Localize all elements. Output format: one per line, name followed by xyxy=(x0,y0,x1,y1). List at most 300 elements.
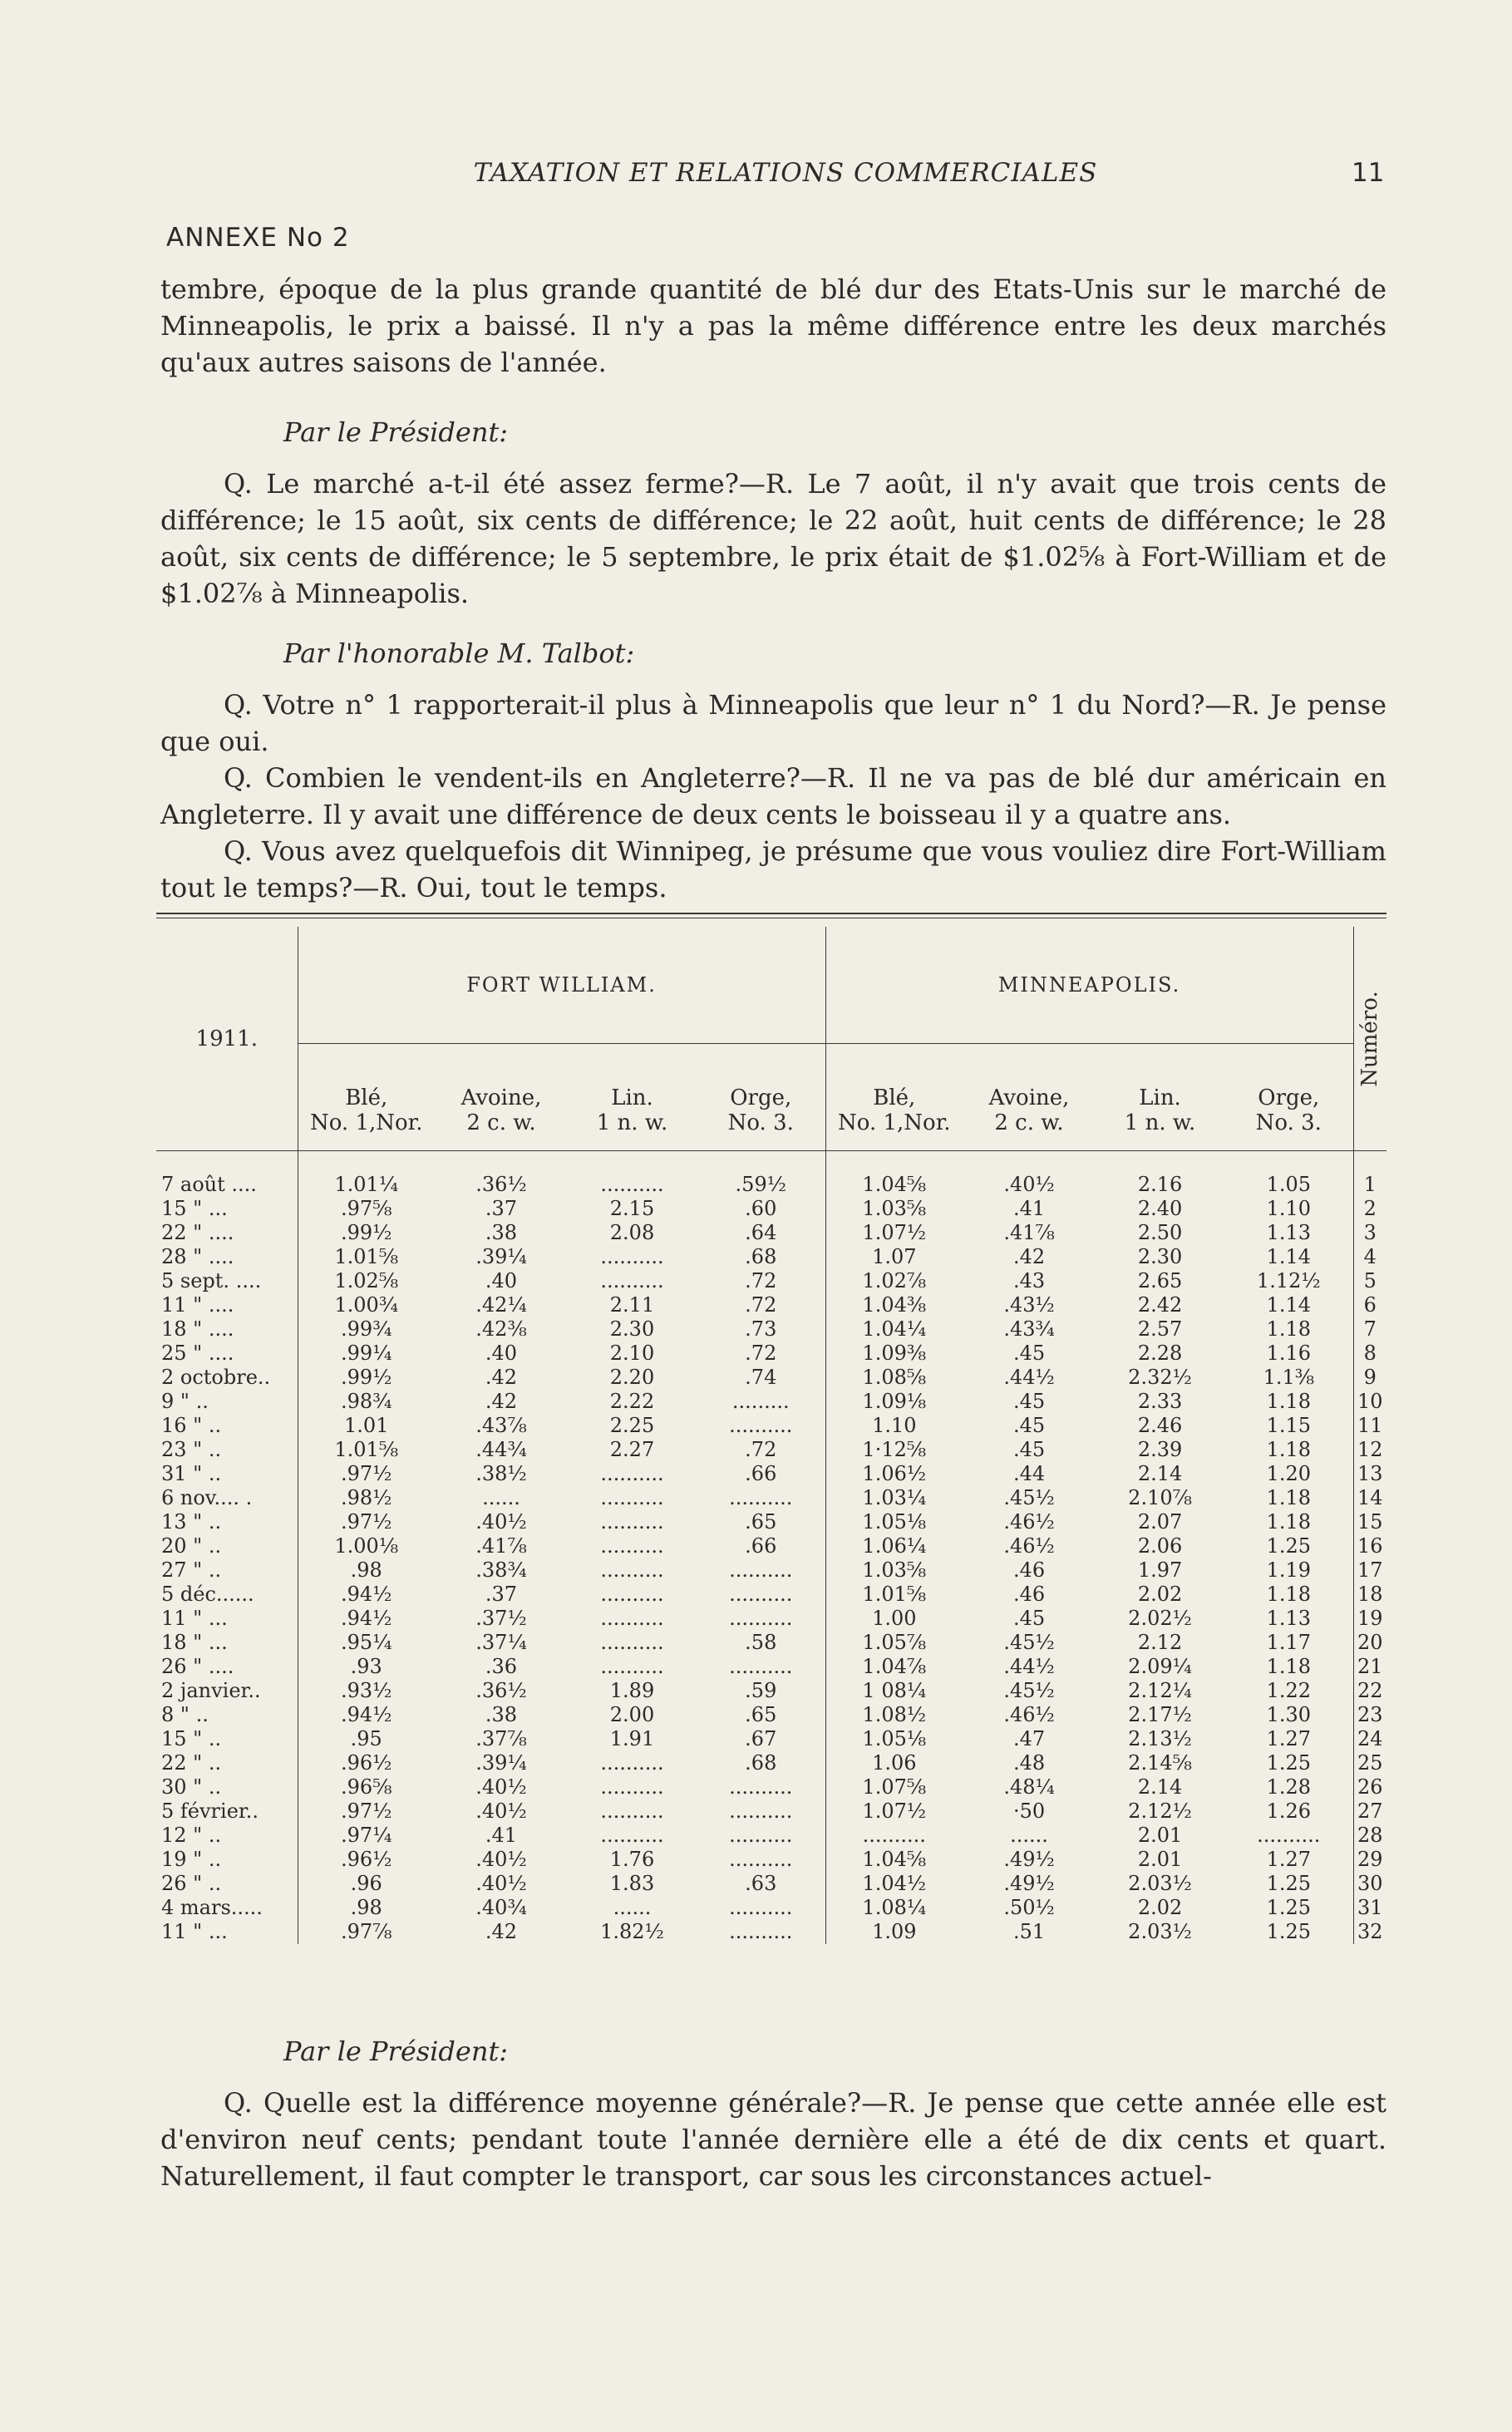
minneapolis-orge-value: 1.16 xyxy=(1266,1342,1311,1365)
minneapolis-ble-value: 1.10 xyxy=(825,1414,963,1438)
minneapolis-orge-value: 1.1⅜ xyxy=(1263,1366,1314,1389)
minneapolis-orge-value: 1.27 xyxy=(1266,1848,1311,1871)
fort-william-lin-value: 1.91 xyxy=(609,1727,655,1750)
minneapolis-avoine-value: .49½ xyxy=(1003,1848,1055,1871)
col-orge-minneapolis: Orge, No. 3. xyxy=(1224,1044,1353,1151)
table-column-header-row xyxy=(156,1044,1386,1151)
fort-william-lin-value: .......... xyxy=(600,1775,664,1799)
minneapolis-lin-value: 2.02½ xyxy=(1128,1607,1192,1630)
minneapolis-lin-value: 2.03½ xyxy=(1128,1920,1192,1943)
fort-william-avoine-value: .39¼ xyxy=(475,1751,527,1775)
fort-william-lin-value: .......... xyxy=(600,1462,664,1485)
page-number: 11 xyxy=(1352,158,1385,188)
fort-william-avoine-value: .38 xyxy=(485,1703,518,1726)
row-number: 2 xyxy=(1353,1197,1386,1221)
minneapolis-avoine-value: .41 xyxy=(1012,1197,1046,1220)
minneapolis-lin-value: 2.01 xyxy=(1137,1824,1183,1847)
fort-william-orge-value: .68 xyxy=(745,1245,777,1268)
fort-william-orge-value: .72 xyxy=(745,1438,777,1461)
fort-william-lin-value: .......... xyxy=(600,1534,664,1558)
testimony-block-president xyxy=(160,401,1386,612)
fort-william-ble-value: .96 xyxy=(298,1872,435,1896)
fort-william-ble-value: 1.00⅛ xyxy=(298,1534,435,1558)
row-number: 13 xyxy=(1353,1462,1386,1486)
row-number: 22 xyxy=(1353,1679,1386,1703)
minneapolis-lin-value: 2.07 xyxy=(1137,1510,1183,1534)
minneapolis-ble-value: 1.06½ xyxy=(825,1462,963,1486)
fort-william-orge-value: .65 xyxy=(745,1703,777,1726)
testimony-block-closing xyxy=(160,2020,1386,2194)
minneapolis-avoine-value: .43½ xyxy=(1003,1293,1055,1317)
minneapolis-ble-value: 1.08½ xyxy=(825,1703,963,1727)
row-date: 9 " .. xyxy=(161,1390,209,1413)
minneapolis-avoine-value: .46½ xyxy=(1003,1534,1055,1558)
minneapolis-orge-value: 1.10 xyxy=(1266,1197,1311,1220)
table-row xyxy=(156,1799,1386,1824)
fort-william-lin-value: .......... xyxy=(600,1631,664,1654)
fort-william-avoine-value: .42 xyxy=(485,1390,518,1413)
fort-william-lin-value: 2.20 xyxy=(609,1366,655,1389)
fort-william-avoine-value: .42 xyxy=(485,1920,518,1943)
fort-william-ble-value: .94½ xyxy=(298,1703,435,1727)
minneapolis-avoine-value: .44 xyxy=(1012,1462,1046,1485)
fort-william-orge-value: .63 xyxy=(745,1872,777,1895)
minneapolis-ble-value: 1.09 xyxy=(825,1920,963,1944)
fort-william-header: FORT WILLIAM. xyxy=(298,927,825,1044)
fort-william-lin-value: 1.82½ xyxy=(600,1920,664,1943)
fort-william-ble-value: .99¼ xyxy=(298,1342,435,1366)
fort-william-lin-value: .......... xyxy=(600,1269,664,1292)
fort-william-lin-value: .......... xyxy=(600,1607,664,1630)
minneapolis-ble-value: 1.07 xyxy=(825,1245,963,1269)
fort-william-lin-value: ...... xyxy=(613,1896,652,1919)
minneapolis-lin-value: 2.50 xyxy=(1137,1221,1183,1244)
fort-william-avoine-value: .40 xyxy=(485,1269,518,1292)
fort-william-orge-value: .......... xyxy=(729,1896,793,1919)
numero-header xyxy=(1353,927,1386,1151)
minneapolis-avoine-value: .48¼ xyxy=(1003,1775,1055,1799)
fort-william-ble-value: .96½ xyxy=(298,1751,435,1775)
fort-william-lin-value: 2.30 xyxy=(609,1317,655,1341)
minneapolis-orge-value: 1.28 xyxy=(1266,1775,1311,1799)
minneapolis-avoine-value: ·50 xyxy=(1012,1799,1046,1823)
minneapolis-orge-value: 1.25 xyxy=(1266,1751,1311,1775)
table-row xyxy=(156,1872,1386,1896)
fort-william-lin-value: 2.27 xyxy=(609,1438,655,1461)
minneapolis-ble-value: 1.05⅞ xyxy=(825,1631,963,1655)
row-number: 5 xyxy=(1353,1269,1386,1293)
row-date: 13 " .. xyxy=(161,1510,222,1534)
table-row xyxy=(156,1655,1386,1679)
row-number: 11 xyxy=(1353,1414,1386,1438)
intro-paragraph xyxy=(160,271,1386,381)
fort-william-avoine-value: .36 xyxy=(485,1655,518,1678)
fort-william-ble-value: .94½ xyxy=(298,1607,435,1631)
fort-william-orge-value: .58 xyxy=(745,1631,777,1654)
table-row xyxy=(156,1173,1386,1197)
minneapolis-orge-value: 1.13 xyxy=(1266,1221,1311,1244)
numero-label: Numéro. xyxy=(1357,990,1383,1087)
fort-william-orge-value: .......... xyxy=(729,1655,793,1678)
minneapolis-avoine-value: .43¾ xyxy=(1003,1317,1055,1341)
fort-william-orge-value: .67 xyxy=(745,1727,777,1750)
minneapolis-ble-value: 1·12⅝ xyxy=(825,1438,963,1462)
row-date: 2 octobre.. xyxy=(161,1366,271,1389)
table-row xyxy=(156,1727,1386,1751)
minneapolis-lin-value: 2.14 xyxy=(1137,1775,1183,1799)
fort-william-avoine-value: .37 xyxy=(485,1197,518,1220)
row-number: 12 xyxy=(1353,1438,1386,1462)
fort-william-ble-value: .97⅞ xyxy=(298,1920,435,1944)
row-date: 25 " .... xyxy=(161,1342,234,1365)
table-row xyxy=(156,1390,1386,1414)
minneapolis-avoine-value: .45½ xyxy=(1003,1631,1055,1654)
fort-william-ble-value: .97¼ xyxy=(298,1824,435,1848)
minneapolis-ble-value: 1.05⅛ xyxy=(825,1510,963,1534)
table-row xyxy=(156,1848,1386,1872)
minneapolis-lin-value: 2.57 xyxy=(1137,1317,1183,1341)
testimony-paragraph: Q. Votre n° 1 rapporterait-il plus à Minneapolis que leur n° 1 du Nord?—R. Je pense que oui. xyxy=(160,689,1386,757)
row-number: 18 xyxy=(1353,1583,1386,1607)
minneapolis-lin-value: 2.33 xyxy=(1137,1390,1183,1413)
fort-william-orge-value: .72 xyxy=(745,1342,777,1365)
fort-william-lin-value: 1.89 xyxy=(609,1679,655,1702)
fort-william-ble-value: .93 xyxy=(298,1655,435,1679)
row-number: 17 xyxy=(1353,1558,1386,1583)
minneapolis-avoine-value: .45½ xyxy=(1003,1679,1055,1702)
fort-william-avoine-value: .36½ xyxy=(475,1679,527,1702)
minneapolis-orge-value: 1.13 xyxy=(1266,1607,1311,1630)
minneapolis-lin-value: 1.97 xyxy=(1137,1558,1183,1582)
fort-william-ble-value: .97½ xyxy=(298,1510,435,1534)
speaker-heading: Par le Président: xyxy=(283,2036,509,2067)
row-date: 26 " .... xyxy=(161,1655,234,1678)
fort-william-orge-value: .......... xyxy=(729,1583,793,1606)
fort-william-lin-value: 1.76 xyxy=(609,1848,655,1871)
testimony-paragraph: Q. Quelle est la différence moyenne générale?—R. Je pense que cette année elle est d'environ neuf cents; pendant toute l'année dernière elle a été de dix cents et quart. Naturellement, il faut compter le transport, car sous les circonstances actuel- xyxy=(160,2087,1386,2192)
row-number: 28 xyxy=(1353,1824,1386,1848)
minneapolis-lin-value: 2.65 xyxy=(1137,1269,1183,1292)
fort-william-lin-value: .......... xyxy=(600,1558,664,1582)
fort-william-ble-value: .98½ xyxy=(298,1486,435,1510)
running-head: TAXATION ET RELATIONS COMMERCIALES xyxy=(473,158,1098,188)
fort-william-avoine-value: .39¼ xyxy=(475,1245,527,1268)
fort-william-ble-value: .95¼ xyxy=(298,1631,435,1655)
fort-william-lin-value: 2.10 xyxy=(609,1342,655,1365)
minneapolis-avoine-value: .48 xyxy=(1012,1751,1046,1775)
minneapolis-orge-value: 1.18 xyxy=(1266,1510,1311,1534)
fort-william-ble-value: .94½ xyxy=(298,1583,435,1607)
fort-william-orge-value: .......... xyxy=(729,1799,793,1823)
fort-william-orge-value: .72 xyxy=(745,1293,777,1317)
minneapolis-ble-value: 1.04⅝ xyxy=(825,1173,963,1197)
minneapolis-avoine-value: .47 xyxy=(1012,1727,1046,1750)
fort-william-avoine-value: .40 xyxy=(485,1342,518,1365)
minneapolis-lin-value: 2.17½ xyxy=(1128,1703,1192,1726)
fort-william-lin-value: .......... xyxy=(600,1799,664,1823)
minneapolis-orge-value: 1.25 xyxy=(1266,1534,1311,1558)
row-date: 27 " .. xyxy=(161,1558,222,1582)
minneapolis-orge-value: 1.27 xyxy=(1266,1727,1311,1750)
minneapolis-ble-value: 1.03⅝ xyxy=(825,1197,963,1221)
fort-william-lin-value: 2.25 xyxy=(609,1414,655,1437)
fort-william-avoine-value: .38½ xyxy=(475,1462,527,1485)
row-number: 32 xyxy=(1353,1920,1386,1944)
minneapolis-orge-value: 1.25 xyxy=(1266,1872,1311,1895)
row-number: 6 xyxy=(1353,1293,1386,1317)
minneapolis-ble-value: 1.09⅜ xyxy=(825,1342,963,1366)
minneapolis-ble-value: 1.04⅞ xyxy=(825,1655,963,1679)
minneapolis-avoine-value: .45½ xyxy=(1003,1486,1055,1509)
fort-william-orge-value: .......... xyxy=(729,1920,793,1943)
fort-william-lin-value: 2.00 xyxy=(609,1703,655,1726)
fort-william-lin-value: 2.15 xyxy=(609,1197,655,1220)
fort-william-orge-value: .59 xyxy=(745,1679,777,1702)
fort-william-orge-value: .66 xyxy=(745,1534,777,1558)
fort-william-ble-value: 1.01¼ xyxy=(298,1173,435,1197)
testimony-paragraph: Q. Vous avez quelquefois dit Winnipeg, je présume que vous vouliez dire Fort-William tout le temps?—R. Oui, tout le temps. xyxy=(160,835,1386,903)
fort-william-orge-value: .......... xyxy=(729,1486,793,1509)
fort-william-avoine-value: .37 xyxy=(485,1583,518,1606)
minneapolis-ble-value: 1.04⅜ xyxy=(825,1293,963,1317)
minneapolis-orge-value: 1.14 xyxy=(1266,1245,1311,1268)
fort-william-ble-value: .99½ xyxy=(298,1366,435,1390)
fort-william-lin-value: .......... xyxy=(600,1824,664,1847)
minneapolis-avoine-value: .44½ xyxy=(1003,1655,1055,1678)
annex-label: ANNEXE No 2 xyxy=(166,223,350,253)
row-number: 30 xyxy=(1353,1872,1386,1896)
fort-william-orge-value: .68 xyxy=(745,1751,777,1775)
col-ble-minneapolis: Blé, No. 1,Nor. xyxy=(825,1044,963,1151)
fort-william-ble-value: 1.01 xyxy=(298,1414,435,1438)
minneapolis-ble-value: 1.03¼ xyxy=(825,1486,963,1510)
table-row xyxy=(156,1342,1386,1366)
testimony-paragraph: Q. Combien le vendent-ils en Angleterre?—R. Il ne va pas de blé dur américain en Angleterre. Il y avait une différence de deux cents le boisseau il y a quatre ans. xyxy=(160,762,1386,830)
fort-william-orge-value: .73 xyxy=(745,1317,777,1341)
table-row xyxy=(156,1414,1386,1438)
minneapolis-orge-value: 1.19 xyxy=(1266,1558,1311,1582)
fort-william-orge-value: .59½ xyxy=(735,1173,786,1196)
minneapolis-ble-value: 1.07½ xyxy=(825,1799,963,1824)
fort-william-orge-value: .......... xyxy=(729,1414,793,1437)
minneapolis-avoine-value: .46½ xyxy=(1003,1510,1055,1534)
minneapolis-ble-value: 1.03⅝ xyxy=(825,1558,963,1583)
table-row xyxy=(156,1366,1386,1390)
fort-william-avoine-value: .41⅞ xyxy=(475,1534,527,1558)
minneapolis-lin-value: 2.30 xyxy=(1137,1245,1183,1268)
minneapolis-ble-value: 1.00 xyxy=(825,1607,963,1631)
minneapolis-orge-value: 1.18 xyxy=(1266,1655,1311,1678)
fort-william-avoine-value: .36½ xyxy=(475,1173,527,1196)
fort-william-avoine-value: .40½ xyxy=(475,1872,527,1895)
row-date: 11 " ... xyxy=(161,1920,228,1943)
row-date: 31 " .. xyxy=(161,1462,222,1485)
minneapolis-avoine-value: .44½ xyxy=(1003,1366,1055,1389)
fort-william-lin-value: .......... xyxy=(600,1751,664,1775)
table-row xyxy=(156,1583,1386,1607)
row-number: 1 xyxy=(1353,1173,1386,1197)
fort-william-avoine-value: .42⅜ xyxy=(475,1317,527,1341)
table-row xyxy=(156,1631,1386,1655)
table-row xyxy=(156,1269,1386,1293)
table-row xyxy=(156,1607,1386,1631)
minneapolis-orge-value: 1.30 xyxy=(1266,1703,1311,1726)
fort-william-lin-value: .......... xyxy=(600,1245,664,1268)
fort-william-ble-value: .98 xyxy=(298,1896,435,1920)
fort-william-ble-value: .97⅝ xyxy=(298,1197,435,1221)
minneapolis-orge-value: 1.14 xyxy=(1266,1293,1311,1317)
row-number: 8 xyxy=(1353,1342,1386,1366)
row-date: 19 " .. xyxy=(161,1848,222,1871)
minneapolis-ble-value: 1.06¼ xyxy=(825,1534,963,1558)
minneapolis-lin-value: 2.02 xyxy=(1137,1583,1183,1606)
table-group-header-row xyxy=(156,927,1386,1044)
minneapolis-ble-value: 1.08⅝ xyxy=(825,1366,963,1390)
table-row xyxy=(156,1703,1386,1727)
row-number: 31 xyxy=(1353,1896,1386,1920)
fort-william-lin-value: .......... xyxy=(600,1510,664,1534)
minneapolis-avoine-value: .41⅞ xyxy=(1003,1221,1055,1244)
minneapolis-lin-value: 2.01 xyxy=(1137,1848,1183,1871)
row-number: 24 xyxy=(1353,1727,1386,1751)
minneapolis-ble-value: 1.04⅝ xyxy=(825,1848,963,1872)
row-number: 9 xyxy=(1353,1366,1386,1390)
row-date: 5 février.. xyxy=(161,1799,259,1823)
table-row xyxy=(156,1510,1386,1534)
testimony-block-talbot xyxy=(160,622,1386,906)
fort-william-lin-value: 2.22 xyxy=(609,1390,655,1413)
table-row xyxy=(156,1896,1386,1920)
row-number: 19 xyxy=(1353,1607,1386,1631)
row-date: 12 " .. xyxy=(161,1824,222,1847)
minneapolis-orge-value: 1.05 xyxy=(1266,1173,1311,1196)
fort-william-orge-value: .64 xyxy=(745,1221,777,1244)
fort-william-avoine-value: .38 xyxy=(485,1221,518,1244)
fort-william-orge-value: .......... xyxy=(729,1848,793,1871)
minneapolis-lin-value: 2.42 xyxy=(1137,1293,1183,1317)
minneapolis-lin-value: 2.12 xyxy=(1137,1631,1183,1654)
row-number: 27 xyxy=(1353,1799,1386,1824)
row-number: 10 xyxy=(1353,1390,1386,1414)
fort-william-ble-value: 1.01⅝ xyxy=(298,1245,435,1269)
minneapolis-lin-value: 2.32½ xyxy=(1128,1366,1192,1389)
minneapolis-avoine-value: .45 xyxy=(1012,1390,1046,1413)
speaker-heading: Par le Président: xyxy=(283,416,509,448)
row-number: 20 xyxy=(1353,1631,1386,1655)
fort-william-ble-value: .97½ xyxy=(298,1462,435,1486)
col-avoine-fort-william: Avoine, 2 c. w. xyxy=(435,1044,568,1151)
fort-william-ble-value: .98 xyxy=(298,1558,435,1583)
minneapolis-avoine-value: .42 xyxy=(1012,1245,1046,1268)
fort-william-lin-value: 1.83 xyxy=(609,1872,655,1895)
table-row xyxy=(156,1679,1386,1703)
fort-william-ble-value: .95 xyxy=(298,1727,435,1751)
fort-william-orge-value: .65 xyxy=(745,1510,777,1534)
row-date: 5 déc...... xyxy=(161,1583,254,1606)
table-row xyxy=(156,1462,1386,1486)
minneapolis-orge-value: 1.18 xyxy=(1266,1486,1311,1509)
col-orge-fort-william: Orge, No. 3. xyxy=(697,1044,825,1151)
minneapolis-orge-value: 1.12½ xyxy=(1256,1269,1321,1292)
fort-william-lin-value: .......... xyxy=(600,1486,664,1509)
fort-william-avoine-value: .42 xyxy=(485,1366,518,1389)
minneapolis-orge-value: 1.20 xyxy=(1266,1462,1311,1485)
minneapolis-orge-value: 1.18 xyxy=(1266,1390,1311,1413)
row-date: 8 " .. xyxy=(161,1703,209,1726)
minneapolis-lin-value: 2.03½ xyxy=(1128,1872,1192,1895)
fort-william-avoine-value: .40½ xyxy=(475,1848,527,1871)
minneapolis-ble-value: 1.08¼ xyxy=(825,1896,963,1920)
fort-william-avoine-value: .40¾ xyxy=(475,1896,527,1919)
table-row xyxy=(156,1293,1386,1317)
fort-william-avoine-value: .38¾ xyxy=(475,1558,527,1582)
minneapolis-lin-value: 2.09¼ xyxy=(1128,1655,1192,1678)
fort-william-ble-value: .99½ xyxy=(298,1221,435,1245)
row-number: 15 xyxy=(1353,1510,1386,1534)
minneapolis-ble-value: .......... xyxy=(825,1824,963,1848)
table-row xyxy=(156,1486,1386,1510)
minneapolis-orge-value: 1.17 xyxy=(1266,1631,1311,1654)
minneapolis-ble-value: 1.05⅛ xyxy=(825,1727,963,1751)
row-date: 4 mars..... xyxy=(161,1896,263,1919)
minneapolis-lin-value: 2.16 xyxy=(1137,1173,1183,1196)
fort-william-ble-value: 1.01⅝ xyxy=(298,1438,435,1462)
minneapolis-avoine-value: .45 xyxy=(1012,1438,1046,1461)
table-row xyxy=(156,1751,1386,1775)
row-date: 22 " .. xyxy=(161,1751,222,1775)
col-ble-fort-william: Blé, No. 1,Nor. xyxy=(298,1044,435,1151)
year-header: 1911. xyxy=(156,927,298,1151)
row-date: 18 " .... xyxy=(161,1317,234,1341)
fort-william-lin-value: .......... xyxy=(600,1655,664,1678)
minneapolis-ble-value: 1.07½ xyxy=(825,1221,963,1245)
row-date: 11 " .... xyxy=(161,1293,234,1317)
minneapolis-lin-value: 2.14 xyxy=(1137,1462,1183,1485)
minneapolis-avoine-value: .40½ xyxy=(1003,1173,1055,1196)
fort-william-orge-value: .66 xyxy=(745,1462,777,1485)
fort-william-avoine-value: .37¼ xyxy=(475,1631,527,1654)
testimony-paragraph: Q. Le marché a-t-il été assez ferme?—R. Le 7 août, il n'y avait que trois cents de différence; le 15 août, six cents de différence; le 22 août, huit cents de différence; le 28 août, six cents de différence; le 5 septembre, le prix était de $1.02⅝ à Fort-William et de $1.02⅞ à Minneapolis. xyxy=(160,468,1386,609)
fort-william-orge-value: .74 xyxy=(745,1366,777,1389)
minneapolis-lin-value: 2.28 xyxy=(1137,1342,1183,1365)
fort-william-avoine-value: .41 xyxy=(485,1824,518,1847)
minneapolis-orge-value: 1.18 xyxy=(1266,1317,1311,1341)
minneapolis-lin-value: 2.13½ xyxy=(1128,1727,1192,1750)
fort-william-ble-value: 1.00¾ xyxy=(298,1293,435,1317)
minneapolis-lin-value: 2.10⅞ xyxy=(1128,1486,1192,1509)
fort-william-orge-value: .72 xyxy=(745,1269,777,1292)
row-date: 28 " .... xyxy=(161,1245,234,1268)
speaker-heading: Par l'honorable M. Talbot: xyxy=(283,638,635,669)
minneapolis-orge-value: 1.18 xyxy=(1266,1583,1311,1606)
row-date: 6 nov.... . xyxy=(161,1486,253,1509)
fort-william-lin-value: 2.08 xyxy=(609,1221,655,1244)
table-row xyxy=(156,1824,1386,1848)
table-body xyxy=(156,1151,1386,1945)
minneapolis-ble-value: 1.02⅞ xyxy=(825,1269,963,1293)
fort-william-ble-value: .99¾ xyxy=(298,1317,435,1342)
fort-william-lin-value: 2.11 xyxy=(609,1293,655,1317)
minneapolis-avoine-value: .46½ xyxy=(1003,1703,1055,1726)
minneapolis-ble-value: 1.06 xyxy=(825,1751,963,1775)
row-date: 22 " .... xyxy=(161,1221,234,1244)
row-date: 20 " .. xyxy=(161,1534,222,1558)
minneapolis-lin-value: 2.39 xyxy=(1137,1438,1183,1461)
row-number: 14 xyxy=(1353,1486,1386,1510)
row-number: 29 xyxy=(1353,1848,1386,1872)
fort-william-ble-value: 1.02⅝ xyxy=(298,1269,435,1293)
price-table xyxy=(156,913,1386,1944)
